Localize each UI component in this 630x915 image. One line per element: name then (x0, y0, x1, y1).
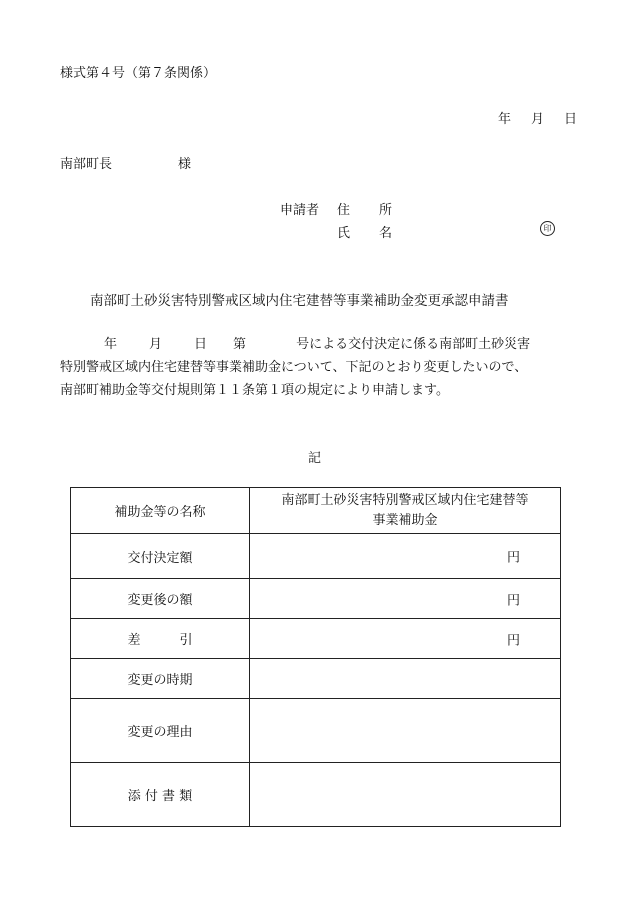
subsidy-name-line-1: 南部町土砂災害特別警戒区域内住宅建替等 (281, 492, 529, 508)
table-row (71, 659, 561, 699)
row-label-attachments: 添 付 書 類 (71, 763, 250, 827)
applicant-address-label: 住 所 (337, 203, 401, 218)
row-label-difference: 差 引 (71, 619, 250, 659)
applicant-name-label: 氏 名 (337, 226, 401, 241)
row-value-change-reason[interactable] (250, 699, 561, 763)
row-value-change-timing[interactable] (250, 659, 561, 699)
body-line-1-rest: 号による交付決定に係る南部町土砂災害 (296, 337, 531, 352)
body-year: 年 (104, 337, 118, 352)
row-label-subsidy-name: 補助金等の名称 (71, 488, 250, 534)
body-number-prefix: 第 (233, 337, 247, 352)
table-row (71, 619, 561, 659)
ki-heading: 記 (308, 451, 322, 466)
body-line-3: 南部町補助金等交付規則第１１条第１項の規定により申請します。 (60, 383, 449, 398)
date-line (498, 108, 577, 127)
addressee (60, 153, 192, 172)
form-number: 様式第４号（第７条関係） (60, 66, 217, 81)
body-line-1 (60, 333, 580, 356)
body-day: 日 (194, 337, 208, 352)
body-month: 月 (149, 337, 163, 352)
row-label-changed-amount: 変更後の額 (71, 579, 250, 619)
table-row (71, 579, 561, 619)
addressee-name: 南部町長 (60, 157, 113, 172)
row-label-change-timing: 変更の時期 (71, 659, 250, 699)
row-value-difference[interactable] (250, 619, 561, 659)
row-value-changed-amount[interactable] (250, 579, 561, 619)
row-label-change-reason: 変更の理由 (71, 699, 250, 763)
row-label-grant-amount: 交付決定額 (71, 534, 250, 579)
subsidy-name-line-2: 事業補助金 (372, 512, 438, 528)
addressee-honorific: 様 (178, 157, 192, 172)
seal-mark: 印 (540, 221, 555, 236)
date-day: 日 (564, 112, 578, 127)
row-value-grant-amount[interactable] (250, 534, 561, 579)
table-row (71, 534, 561, 579)
table-row (71, 699, 561, 763)
date-month: 月 (531, 112, 545, 127)
details-table (70, 487, 561, 827)
table-row (71, 763, 561, 827)
row-value-subsidy-name (250, 488, 561, 534)
document-title: 南部町土砂災害特別警戒区域内住宅建替等事業補助金変更承認申請書 (90, 293, 509, 309)
body-text (60, 333, 580, 402)
body-line-2: 特別警戒区域内住宅建替等事業補助金について、下記のとおり変更したいので、 (60, 360, 528, 375)
yen-unit: 円 (506, 633, 520, 648)
row-value-attachments[interactable] (250, 763, 561, 827)
applicant-label: 申請者 (280, 203, 320, 218)
table-row (71, 488, 561, 534)
date-year: 年 (498, 112, 512, 127)
yen-unit: 円 (506, 550, 520, 566)
yen-unit: 円 (506, 593, 520, 608)
